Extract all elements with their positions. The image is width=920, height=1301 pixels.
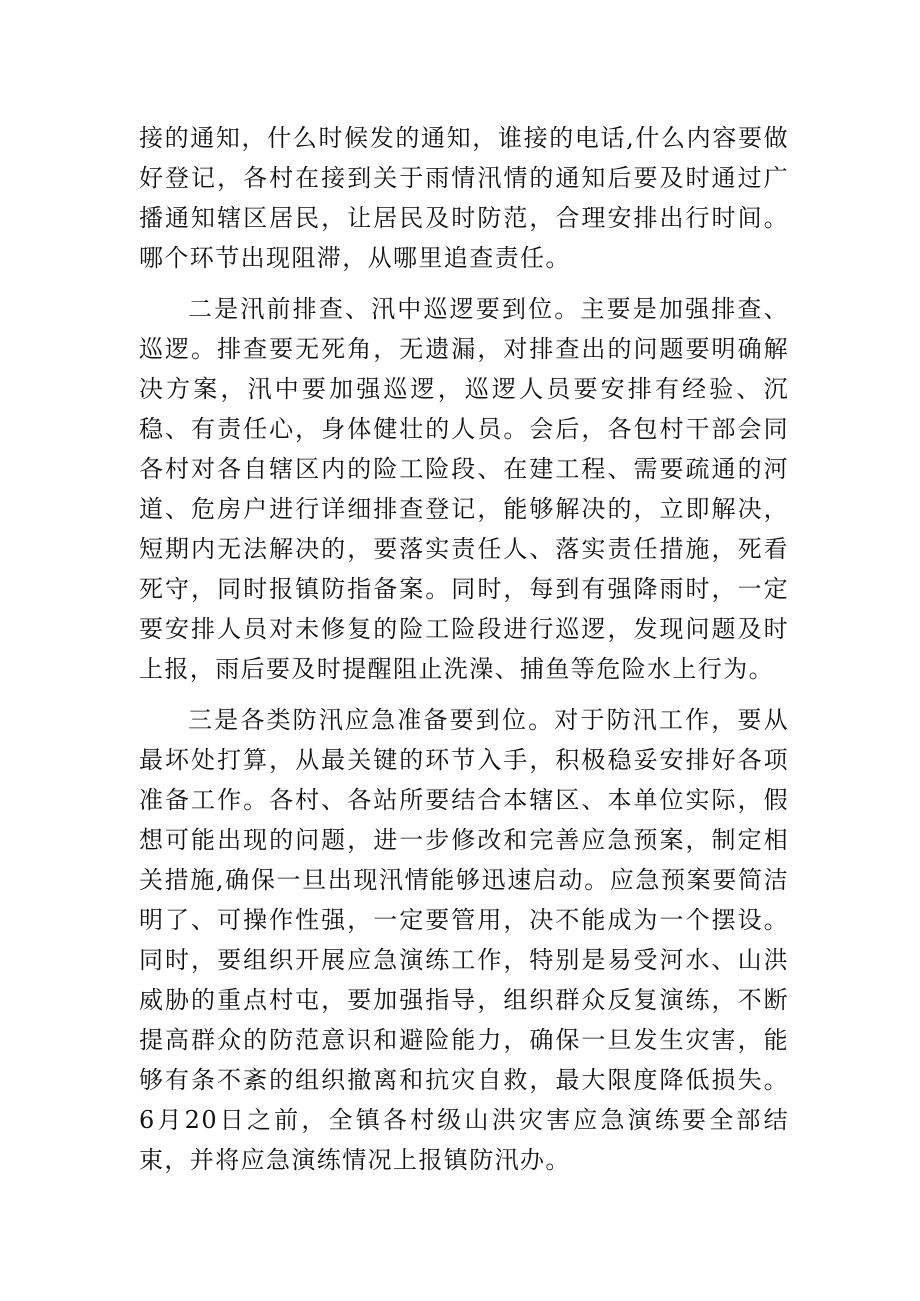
paragraph-continuation: 接的通知，什么时候发的通知，谁接的电话,什么内容要做好登记，各村在接到关于雨情汛情的通知后要及时通过广播通知辖区居民，让居民及时防范，合理安排出行时间。哪个环节出现阻滞，从哪里追查责任。 <box>139 124 789 272</box>
document-body <box>139 118 789 1180</box>
paragraph-flood-inspection-patrol: 二是汛前排查、汛中巡逻要到位。主要是加强排查、巡逻。排查要无死角，无遗漏，对排查出的问题要明确解决方案，汛中要加强巡逻，巡逻人员要安排有经验、沉稳、有责任心，身体健壮的人员。会后，各包村干部会同各村对各自辖区内的险工险段、在建工程、需要疏通的河道、危房户进行详细排查登记，能够解决的，立即解决，短期内无法解决的，要落实责任人、落实责任措施，死看死守，同时报镇防指备案。同时，每到有强降雨时，一定要安排人员对未修复的险工险段进行巡逻，发现问题及时上报，雨后要及时提醒阻止洗澡、捕鱼等危险水上行为。 <box>139 295 789 683</box>
paragraph-emergency-preparation: 三是各类防汛应急准备要到位。对于防汛工作，要从最坏处打算，从最关键的环节入手，积极稳妥安排好各项准备工作。各村、各站所要结合本辖区、本单位实际，假想可能出现的问题，进一步修改和完善应急预案，制定相关措施,确保一旦出现汛情能够迅速启动。应急预案要简洁明了、可操作性强，一定要管用，决不能成为一个摆设。同时，要组织开展应急演练工作，特别是易受河水、山洪威胁的重点村屯，要加强指导，组织群众反复演练，不断提高群众的防范意识和避险能力，确保一旦发生灾害，能够有条不紊的组织撤离和抗灾自救，最大限度降低损失。6月20日之前，全镇各村级山洪灾害应急演练要全部结束，并将应急演练情况上报镇防汛办。 <box>139 706 789 1174</box>
